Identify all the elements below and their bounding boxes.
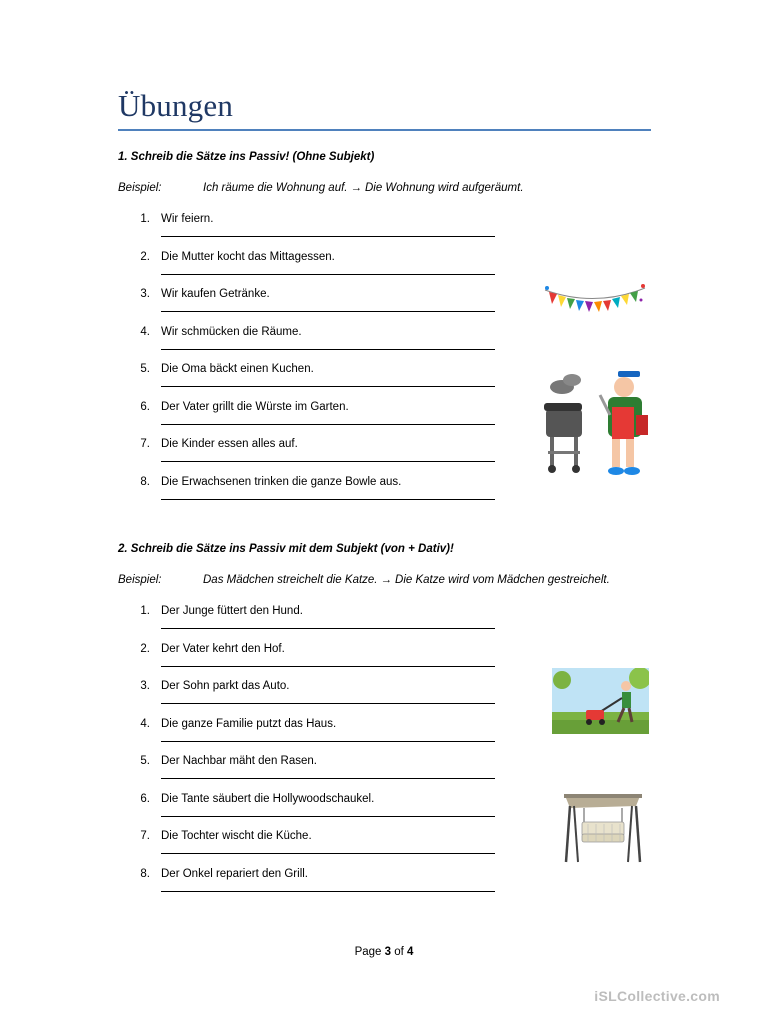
title-underline <box>118 129 651 131</box>
example-active: Ich räume die Wohnung auf. <box>203 182 348 194</box>
answer-line[interactable] <box>161 778 495 779</box>
section2-heading: 2. Schreib die Sätze ins Passiv mit dem Subjekt (von + Dativ)! <box>118 543 454 555</box>
answer-line[interactable] <box>161 424 495 425</box>
example-label: Beispiel: <box>118 182 162 194</box>
answer-line[interactable] <box>161 461 495 462</box>
hollywood-swing-image <box>562 788 644 864</box>
man-grilling-image <box>540 365 650 477</box>
party-bunting-image <box>543 280 647 316</box>
answer-line[interactable] <box>161 386 495 387</box>
answer-line[interactable] <box>161 236 495 237</box>
section1-heading: 1. Schreib die Sätze ins Passiv! (Ohne Subjekt) <box>118 151 375 163</box>
watermark: iSLCollective.com <box>594 988 720 1004</box>
answer-line[interactable] <box>161 311 495 312</box>
page-footer: Page 3 of 4 <box>354 946 414 958</box>
answer-line[interactable] <box>161 499 495 500</box>
example-active: Das Mädchen streichelt die Katze. <box>203 574 378 586</box>
lawn-mowing-image <box>552 668 649 734</box>
answer-line[interactable] <box>161 741 495 742</box>
answer-line[interactable] <box>161 816 495 817</box>
example-label: Beispiel: <box>118 574 162 586</box>
current-page: 3 <box>384 946 392 958</box>
answer-line[interactable] <box>161 853 495 854</box>
answer-line[interactable] <box>161 349 495 350</box>
page-title: Übungen <box>118 88 234 123</box>
answer-line[interactable] <box>161 703 495 704</box>
section1-example <box>118 182 524 194</box>
answer-line[interactable] <box>161 666 495 667</box>
answer-line[interactable] <box>161 628 495 629</box>
answer-line[interactable] <box>161 274 495 275</box>
answer-line[interactable] <box>161 891 495 892</box>
arrow-icon: → <box>380 574 393 586</box>
total-pages: 4 <box>407 946 414 958</box>
worksheet-page: Übungen 1. Schreib die Sätze ins Passiv! (Ohne Subjekt) Beispiel: Ich räume die Wohnung auf. → Die Wohnung wird aufgeräumt. 1. Wir feiern. 2. Die Mutter kocht das Mittagessen. 3. Wir kaufen Getränke. 4. Wir schmücken die Räume. 5. Die Oma bäckt einen Kuchen. 6. Der Vater grillt die Würste im Garten. 7. Die Kinder essen alles auf. 8. Die Erwachsenen trinken die ganze Bowle aus. 2. Schreib die Sätze ins Passiv mit dem Subjekt (von + Dativ)! Beispiel: Das Mädchen streichelt die Katze. → Die Katze wird vom Mädchen gestreichelt. 1. Der Junge füttert den Hund. 2. Der Vater kehrt den Hof. 3. Der Sohn parkt das Auto. 4. Die ganze Familie putzt das Haus. 5. Der Nachbar mäht den Rasen. 6. Die Tante säubert die Hollywoodschaukel. 7. Die Tochter wischt die Küche. 8. Der Onkel repariert den Grill. Page 3 of 4 iSLCollective.com <box>0 0 768 1024</box>
example-passive: Die Wohnung wird aufgeräumt. <box>364 182 524 194</box>
example-passive: Die Katze wird vom Mädchen gestreichelt. <box>395 574 610 586</box>
section2-example <box>118 574 610 586</box>
arrow-icon: → <box>350 182 362 194</box>
